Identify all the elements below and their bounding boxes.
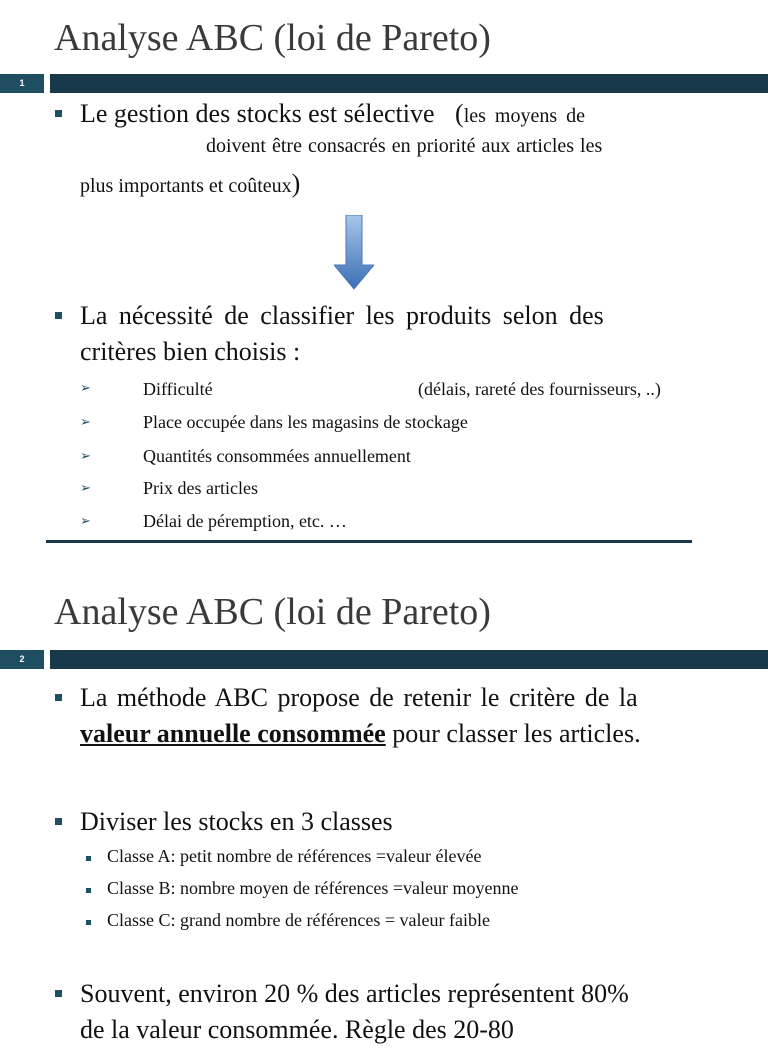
bullet-1-small-3: plus importants et coûteux (80, 175, 292, 197)
slide-1-title: Analyse ABC (loi de Pareto) (54, 17, 491, 59)
criteria-item-label: Place occupée dans les magasins de stockage (143, 412, 468, 432)
bullet-1-paren: ( (455, 99, 464, 128)
bullet-1-line-1 (80, 96, 585, 134)
s2-bullet-3-line-2: de la valeur consommée. Règle des 20-80 (80, 1015, 514, 1044)
slide-2-number: 2 (0, 650, 44, 669)
arrow-bullet-icon: ➢ (80, 449, 91, 464)
bullet-2-line-1: La nécessité de classifier les produits selon des (80, 301, 604, 330)
class-item: Classe C: grand nombre de références = valeur faible (107, 910, 490, 930)
square-bullet-icon (55, 694, 62, 701)
down-arrow-icon (334, 215, 374, 291)
s2-bullet-1-rest: pour classer les articles. (385, 719, 641, 748)
header-bar-line (50, 74, 768, 93)
arrow-bullet-icon: ➢ (80, 381, 91, 396)
emphasis-text: valeur annuelle consommée (80, 719, 386, 748)
bullet-1-paren-end: ) (291, 169, 301, 198)
bullet-1-main: Le gestion des stocks est sélective (80, 99, 435, 128)
s2-bullet-1-line-1: La méthode ABC propose de retenir le critère de la (80, 683, 638, 712)
s2-bullet-3-line-1: Souvent, environ 20 % des articles représentent 80% (80, 979, 629, 1008)
slide-divider (46, 540, 692, 543)
class-item: Classe B: nombre moyen de références =valeur moyenne (107, 878, 519, 898)
bullet-1-line-3 (80, 166, 300, 202)
arrow-bullet-icon: ➢ (80, 514, 91, 529)
header-bar-line (50, 650, 768, 669)
small-square-bullet-icon (86, 888, 91, 893)
square-bullet-icon (55, 312, 62, 319)
bullet-2-line-2: critères bien choisis : (80, 337, 301, 366)
s2-bullet-1-line-2 (80, 716, 641, 752)
criteria-item-label: Prix des articles (143, 478, 258, 498)
slide-2-title: Analyse ABC (loi de Pareto) (54, 591, 491, 633)
criteria-item-label: Délai de péremption, etc. … (143, 511, 347, 531)
small-square-bullet-icon (86, 920, 91, 925)
bullet-1-small-1: les moyens de (463, 105, 586, 127)
slide-2-header-bar (0, 650, 768, 669)
criteria-item-label: Quantités consommées annuellement (143, 446, 411, 466)
bullet-1-small-2: doivent être consacrés en priorité aux articles les (206, 135, 603, 157)
criteria-item-note: (délais, rareté des fournisseurs, ..) (418, 379, 661, 399)
arrow-bullet-icon: ➢ (80, 415, 91, 430)
slide-1-header-bar (0, 74, 768, 93)
slide-1-number: 1 (0, 74, 44, 93)
s2-bullet-2: Diviser les stocks en 3 classes (80, 807, 393, 836)
small-square-bullet-icon (86, 856, 91, 861)
square-bullet-icon (55, 818, 62, 825)
class-item: Classe A: petit nombre de références =valeur élevée (107, 846, 482, 866)
square-bullet-icon (55, 990, 62, 997)
arrow-bullet-icon: ➢ (80, 481, 91, 496)
criteria-item-label: Difficulté (143, 379, 213, 399)
square-bullet-icon (55, 110, 62, 117)
